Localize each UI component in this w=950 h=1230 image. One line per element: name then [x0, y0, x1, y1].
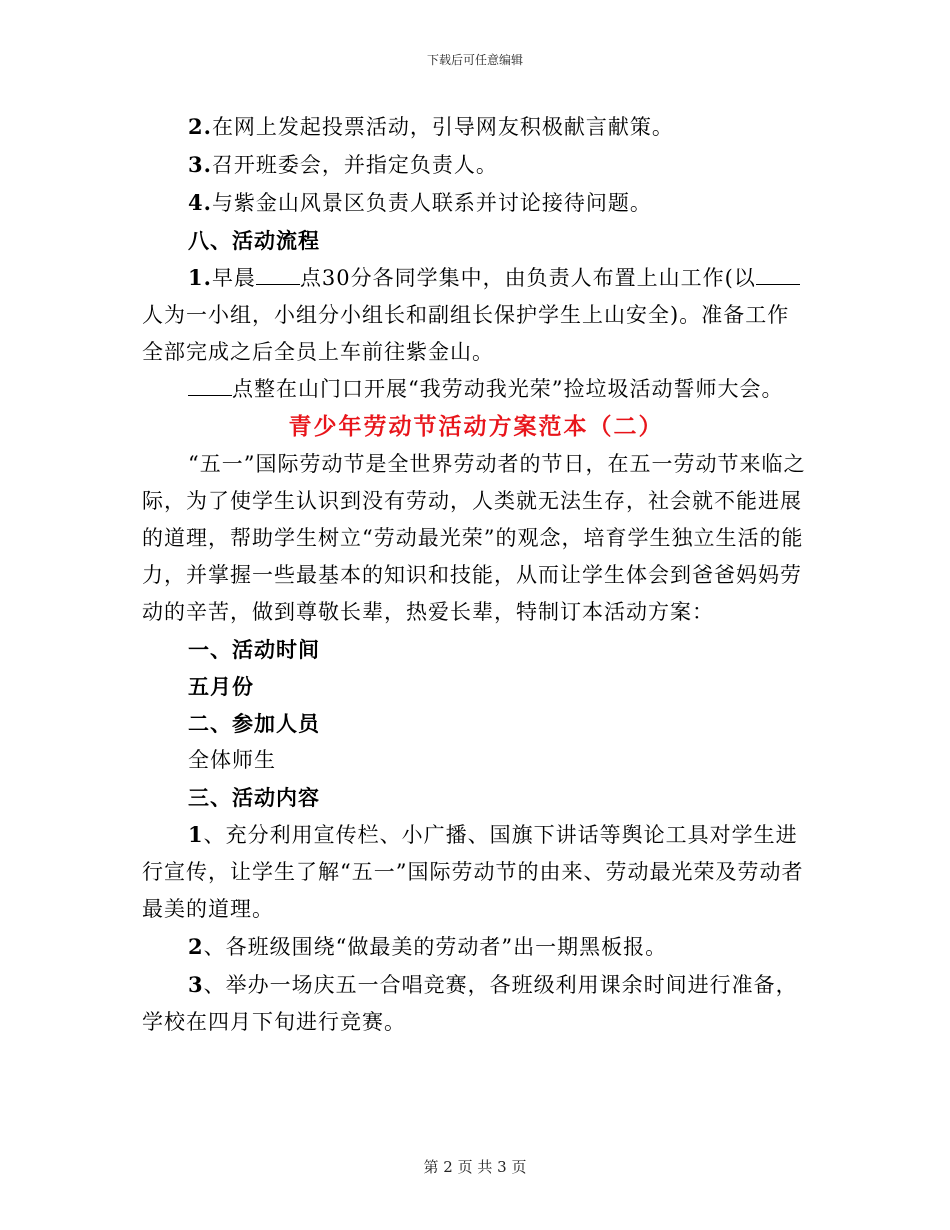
- flow-text-part1: 点整在山门口开展“我劳动我光荣”捡垃圾活动誓师大会。: [232, 377, 784, 401]
- document-title: 青少年劳动节活动方案范本（二）: [288, 413, 664, 440]
- section-heading-participants: 二、参加人员: [188, 711, 320, 736]
- content-item: [142, 966, 810, 1041]
- section-heading-time: 一、活动时间: [188, 637, 320, 662]
- page-footer: 第 2 页 共 3 页: [423, 1158, 527, 1176]
- item-number: 2: [188, 934, 204, 959]
- item-text: 与紫金山风景区负责人联系并讨论接待问题。: [211, 191, 652, 215]
- item-text: 、各班级围绕“做最美的劳动者”出一期黑板报。: [203, 935, 668, 959]
- item-text: 在网上发起投票活动，引导网友积极献言献策。: [211, 115, 674, 139]
- item-text: 、充分利用宣传栏、小广播、国旗下讲话等舆论工具对学生进行宣传，让学生了解“五一”国际劳动节的由来、劳动最光荣及劳动者最美的道理。: [142, 823, 804, 921]
- fill-blank: [188, 374, 232, 396]
- section-heading-content: 三、活动内容: [188, 785, 320, 810]
- flow-text-part1: 早晨: [211, 266, 256, 290]
- item-number: 3.: [188, 152, 212, 177]
- header-note: 下载后可任意编辑: [426, 53, 523, 67]
- flow-item-1: [142, 259, 810, 371]
- item-text: 召开班委会，并指定负责人。: [211, 153, 498, 177]
- item-text: 、举办一场庆五一合唱竞赛，各班级利用课余时间进行准备，学校在四月下旬进行竞赛。: [142, 973, 798, 1034]
- flow-item-2: [142, 371, 810, 408]
- item-number: 1: [188, 822, 204, 847]
- flow-text-part3: 人为一小组，小组分小组长和副组长保护学生上山安全)。准备工作全部完成之后全员上车前往紫金山。: [142, 303, 790, 364]
- content-item: [142, 816, 810, 928]
- intro-paragraph: “五一”国际劳动节是全世界劳动者的节日，在五一劳动节来临之际，为了使学生认识到没有劳动，人类就无法生存，社会就不能进展的道理，帮助学生树立“劳动最光荣”的观念，培育学生独立生活的能力，并掌握一些最基本的知识和技能，从而让学生体会到爸爸妈妈劳动的辛苦，做到尊敬长辈，热爱长辈，特制订本活动方案：: [142, 452, 806, 624]
- fill-blank: [256, 263, 300, 285]
- flow-text-part2: 点30分各同学集中，由负责人布置上山工作(以: [299, 266, 756, 290]
- document-body: [142, 108, 810, 1041]
- section-value-time: 五月份: [188, 674, 254, 699]
- item-number: 1.: [188, 265, 212, 290]
- list-item: [142, 184, 810, 222]
- section-value-participants: 全体师生: [188, 748, 276, 772]
- item-number: 2.: [188, 114, 212, 139]
- section-heading-activity-flow: 八、活动流程: [188, 228, 320, 253]
- fill-blank: [756, 263, 800, 285]
- item-number: 4.: [188, 190, 212, 215]
- list-item: [142, 146, 810, 184]
- list-item: [142, 108, 810, 146]
- item-number: 3: [188, 972, 204, 997]
- content-item: [142, 928, 810, 966]
